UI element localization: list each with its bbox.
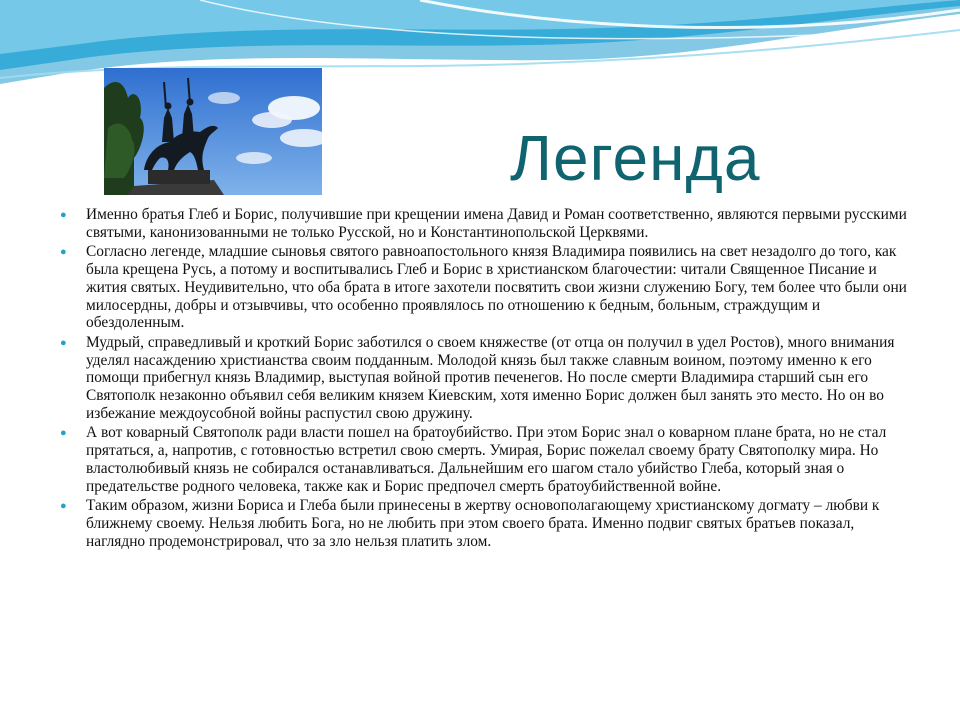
bullet-item [56,334,908,423]
bullet-dot-icon: ● [60,209,67,221]
bullet-list [56,206,908,550]
bullet-item [56,243,908,332]
bullet-dot-icon: ● [60,500,67,513]
equestrian-monument-photo [104,68,322,195]
bullet-text: Согласно легенде, младшие сыновья святого равноапостольного князя Владимира появились на свет незадолго до того, как была крещена Русь, а потому и воспитывались Глеб и Борис в христианском благочестии: читали Священное Писание и жития святых. Неудивительно, что оба брата в итоге захотели посвятить свои жизни служению Богу, тем более что были они милосердны, добры и отзывчивы, что особенно проявлялось по отношению к бедным, больным, страждущим и обездоленным. [86,243,907,332]
bullet-dot-icon: ● [60,336,67,349]
bullet-item [56,206,908,241]
bullet-item [56,424,908,495]
bullet-text: Мудрый, справедливый и кроткий Борис заботился о своем княжестве (от отца он получил в удел Ростов), много внимания уделял насаждению христианства своим подданным. Молодой князь был также славным воином, поэтому именно к его помощи прибегнул князь Владимир, выступая войной против печенегов. Но после смерти Владимира старший сын его Святополк незаконно объявил себя великим князем Киевским, хотя именно Борис должен был занять это место. Но он во избежание междоусобной войны распустил свою дружину. [86,333,895,422]
bullet-text: Таким образом, жизни Бориса и Глеба были принесены в жертву основополагающему христианскому догмату – любви к ближнему своему. Нельзя любить Бога, но не любить при этом своего брата. Именно подвиг святых братьев показал, наглядно продемонстрировал, что за зло нельзя платить злом. [86,497,880,550]
bullet-dot-icon: ● [60,246,67,259]
bullet-dot-icon: ● [60,427,67,440]
bullet-content [56,206,908,552]
bullet-text: Именно братья Глеб и Борис, получившие при крещении имена Давид и Роман соответственно, являются первыми русскими святыми, канонизованными не только Русской, но и Константинопольской Церквями. [86,206,907,241]
bullet-text: А вот коварный Святополк ради власти пошел на братоубийство. При этом Борис знал о коварном плане брата, но не стал прятаться, а, напротив, с готовностью встретил свою смерть. Умирая, Борис пожелал своему брату Святополку мира. Но властолюбивый князь не собирался останавливаться. Дальнейшим его шагом стало убийство Глеба, который зная о предательстве родного человека, также как и Борис предпочел смерть братоубийственной войне. [86,424,887,495]
bullet-item [56,497,908,550]
slide-title: Легенда [510,122,761,194]
